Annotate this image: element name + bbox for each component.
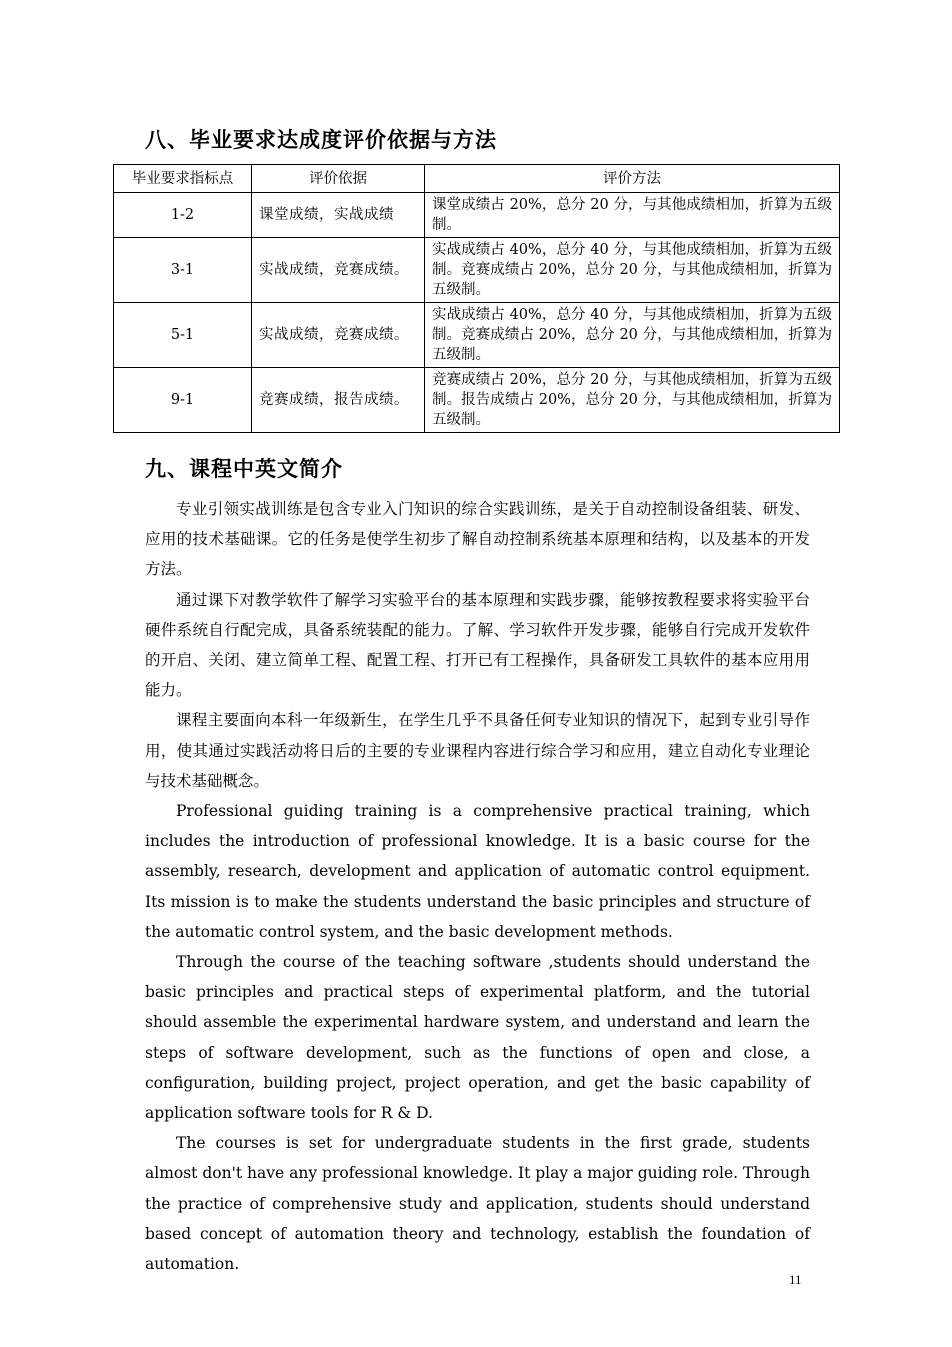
evaluation-method-cell: 实战成绩占 40%，总分 40 分，与其他成绩相加，折算为五级制。竞赛成绩占 20%，总分 20 分，与其他成绩相加，折算为五级制。 [425,238,840,303]
intro-paragraph-en-2: Through the course of the teaching software ,students should understand the basic principles and practical steps of experimental platform, and the tutorial should assemble the experimental hardware system, and understand and learn the steps of software development, such as the functions of open and close, a configuration, building project, project operation, and get the basic capability of application software tools for R & D. [145,953,810,1123]
header-evaluation-method: 评价方法 [425,165,840,193]
intro-paragraph-en-3: The courses is set for undergraduate students in the first grade, students almost don't have any professional knowledge. It play a major guiding role. Through the practice of comprehensive study and application, students should understand based concept of automation theory and technology, establish the foundation of automation. [145,1134,810,1274]
evaluation-basis-cell: 竞赛成绩，报告成绩。 [252,368,425,433]
intro-paragraph-en-1: Professional guiding training is a comprehensive practical training, which includes the introduction of professional knowledge. It is a basic course for the assembly, research, development and application of automatic control equipment. Its mission is to make the students understand the basic principles and structure of the automatic control system, and the basic development methods. [145,802,810,941]
table-row [114,303,840,368]
evaluation-method-cell: 竞赛成绩占 20%，总分 20 分，与其他成绩相加，折算为五级制。报告成绩占 20%，总分 20 分，与其他成绩相加，折算为五级制。 [425,368,840,433]
section-8-heading: 八、毕业要求达成度评价依据与方法 [145,128,497,152]
indicator-point-cell: 3-1 [114,238,252,303]
intro-paragraph-zh-2: 通过课下对教学软件了解学习实验平台的基本原理和实践步骤，能够按教程要求将实验平台硬件系统自行配完成，具备系统装配的能力。了解、学习软件开发步骤，能够自行完成开发软件的开启、关闭、建立简单工程、配置工程、打开已有工程操作，具备研发工具软件的基本应用用能力。 [145,590,810,700]
indicator-point-cell: 9-1 [114,368,252,433]
header-indicator-point: 毕业要求指标点 [114,165,252,193]
intro-paragraph-zh-3: 课程主要面向本科一年级新生，在学生几乎不具备任何专业知识的情况下，起到专业引导作用，使其通过实践活动将日后的主要的专业课程内容进行综合学习和应用，建立自动化专业理论与技术基础概念。 [145,711,810,790]
evaluation-method-cell: 课堂成绩占 20%，总分 20 分，与其他成绩相加，折算为五级制。 [425,193,840,238]
course-introduction [145,494,810,1279]
table-row [114,368,840,433]
table-header-row [114,165,840,193]
section-9-heading: 九、课程中英文简介 [145,457,343,481]
indicator-point-cell: 1-2 [114,193,252,238]
evaluation-basis-cell: 实战成绩，竞赛成绩。 [252,238,425,303]
evaluation-basis-cell: 课堂成绩，实战成绩 [252,193,425,238]
header-evaluation-basis: 评价依据 [252,165,425,193]
indicator-point-cell: 5-1 [114,303,252,368]
page-number: 11 [789,1272,802,1287]
evaluation-basis-cell: 实战成绩，竞赛成绩。 [252,303,425,368]
intro-paragraph-zh-1: 专业引领实战训练是包含专业入门知识的综合实践训练，是关于自动控制设备组装、研发、应用的技术基础课。它的任务是使学生初步了解自动控制系统基本原理和结构，以及基本的开发方法。 [145,500,810,579]
table-row [114,193,840,238]
evaluation-method-cell: 实战成绩占 40%，总分 40 分，与其他成绩相加，折算为五级制。竞赛成绩占 20%，总分 20 分，与其他成绩相加，折算为五级制。 [425,303,840,368]
table-row [114,238,840,303]
evaluation-table [113,164,840,433]
